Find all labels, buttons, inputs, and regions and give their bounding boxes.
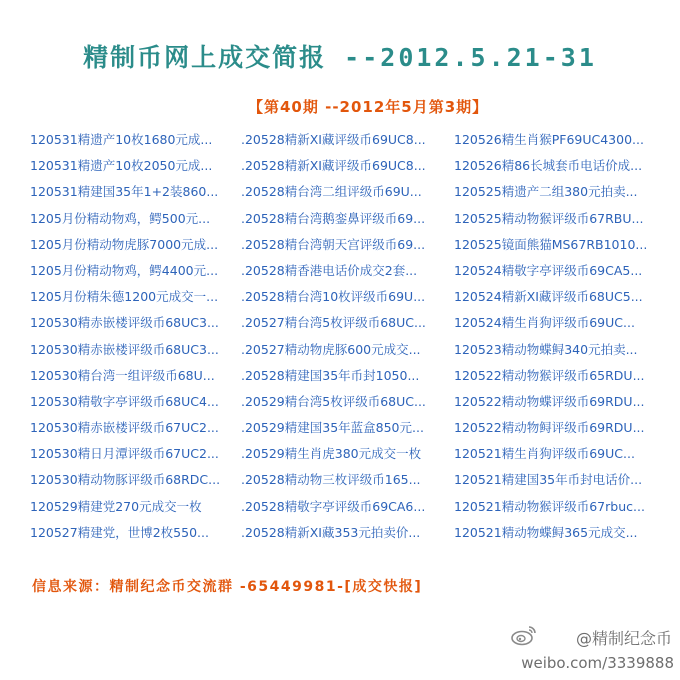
weibo-logo-icon	[510, 624, 538, 646]
list-item[interactable]: 120522精动物鲟评级币69RDU...	[454, 420, 645, 436]
list-item[interactable]: 120530精台湾一组评级币68U...	[30, 367, 215, 383]
list-item[interactable]: 120531精遗产10枚1680元成...	[30, 132, 213, 147]
list-item[interactable]: 120530精动物豚评级币68RDC...	[30, 472, 221, 488]
list-item[interactable]: 1205月份精动物虎豚7000元成...	[30, 236, 219, 252]
list-item[interactable]: .20528精动物三枚评级币165...	[241, 472, 421, 488]
list-item[interactable]: 1205月份精动物鸡，鳄4400元...	[30, 262, 219, 278]
list-item[interactable]: .20528精台湾朝天宫评级币69...	[241, 236, 426, 252]
watermark-url: weibo.com/3339888	[521, 654, 674, 672]
list-item[interactable]: .20529精建国35年蓝盒850元...	[241, 420, 424, 436]
transaction-column-1	[30, 127, 235, 546]
title-prefix: 精制币网上成交简报	[83, 43, 327, 72]
list-item[interactable]: 120530精敬字亭评级币68UC4...	[30, 393, 219, 409]
source-note: 信息来源：精制纪念币交流群 -65449981-[成交快报]	[32, 579, 423, 595]
list-item[interactable]: 120530精赤嵌楼评级币68UC3...	[30, 315, 219, 331]
page-title	[0, 38, 680, 74]
list-item[interactable]: .20527精台湾5枚评级币68UC...	[241, 315, 426, 331]
list-item[interactable]: .20528精建国35年币封1050...	[241, 367, 420, 383]
list-item[interactable]: 120524精生肖狗评级币69UC...	[454, 315, 635, 331]
list-item[interactable]: .20529精台湾5枚评级币68UC...	[241, 393, 426, 409]
list-item[interactable]: 120527精建党，世博2枚550...	[30, 524, 209, 540]
list-item[interactable]: 120526精生肖猴PF69UC4300...	[454, 132, 644, 147]
list-item[interactable]: .20528精新XI藏353元拍卖价...	[241, 524, 421, 540]
list-item[interactable]: 120524精敬字亭评级币69CA5...	[454, 262, 643, 278]
list-item[interactable]: .20528精台湾二组评级币69U...	[241, 184, 422, 200]
list-item[interactable]: .20528精台湾鹅銮鼻评级币69...	[241, 210, 426, 226]
list-item[interactable]: 120525精动物猴评级币67RBU...	[454, 210, 644, 226]
issue-label: 【第40期 --2012年5月第3期】	[248, 98, 489, 116]
title-date: --2012.5.21-31	[326, 43, 597, 72]
list-item[interactable]: .20528精台湾10枚评级币69U...	[241, 289, 426, 305]
list-item[interactable]: .20528精新XI藏评级币69UC8...	[241, 132, 426, 147]
list-item[interactable]: 120521精动物蝶鲟365元成交...	[454, 524, 638, 540]
list-item[interactable]: 120525镜面熊猫MS67RB1010...	[454, 236, 648, 252]
list-item[interactable]: 120521精生肖狗评级币69UC...	[454, 446, 635, 462]
list-item[interactable]: 1205月份精朱德1200元成交一...	[30, 289, 219, 305]
list-item[interactable]: .20528精敬字亭评级币69CA6...	[241, 498, 426, 514]
list-item[interactable]: 1205月份精动物鸡，鳄500元...	[30, 210, 211, 226]
list-item[interactable]: 120525精遗产二组380元拍卖...	[454, 184, 638, 200]
transaction-column-3	[454, 127, 664, 546]
list-item[interactable]: .20527精动物虎豚600元成交...	[241, 341, 421, 357]
watermark-name: @精制纪念币	[575, 629, 672, 648]
list-item[interactable]: .20529精生肖虎380元成交一枚	[241, 446, 422, 462]
list-item[interactable]: .20528精新XI藏评级币69UC8...	[241, 158, 426, 174]
transaction-column-2	[241, 127, 446, 546]
list-item[interactable]: 120522精动物猴评级币65RDU...	[454, 367, 645, 383]
list-item[interactable]: 120531精遗产10枚2050元成...	[30, 158, 213, 174]
list-item[interactable]: 120529精建党270元成交一枚	[30, 498, 202, 514]
list-item[interactable]: 120524精新XI藏评级币68UC5...	[454, 289, 643, 305]
list-item[interactable]: 120530精日月潭评级币67UC2...	[30, 446, 219, 462]
list-item[interactable]: 120531精建国35年1+2装860...	[30, 184, 219, 200]
list-item[interactable]: 120526精86长城套币电话价成...	[454, 158, 643, 174]
list-item[interactable]: .20528精香港电话价成交2套...	[241, 262, 418, 278]
list-item[interactable]: 120530精赤嵌楼评级币67UC2...	[30, 420, 219, 436]
list-item[interactable]: 120522精动物蝶评级币69RDU...	[454, 393, 645, 409]
list-item[interactable]: 120523精动物蝶鲟340元拍卖...	[454, 341, 638, 357]
list-item[interactable]: 120530精赤嵌楼评级币68UC3...	[30, 341, 219, 357]
list-item[interactable]: 120521精建国35年币封电话价...	[454, 472, 643, 488]
list-item[interactable]: 120521精动物猴评级币67rbuc...	[454, 498, 645, 514]
